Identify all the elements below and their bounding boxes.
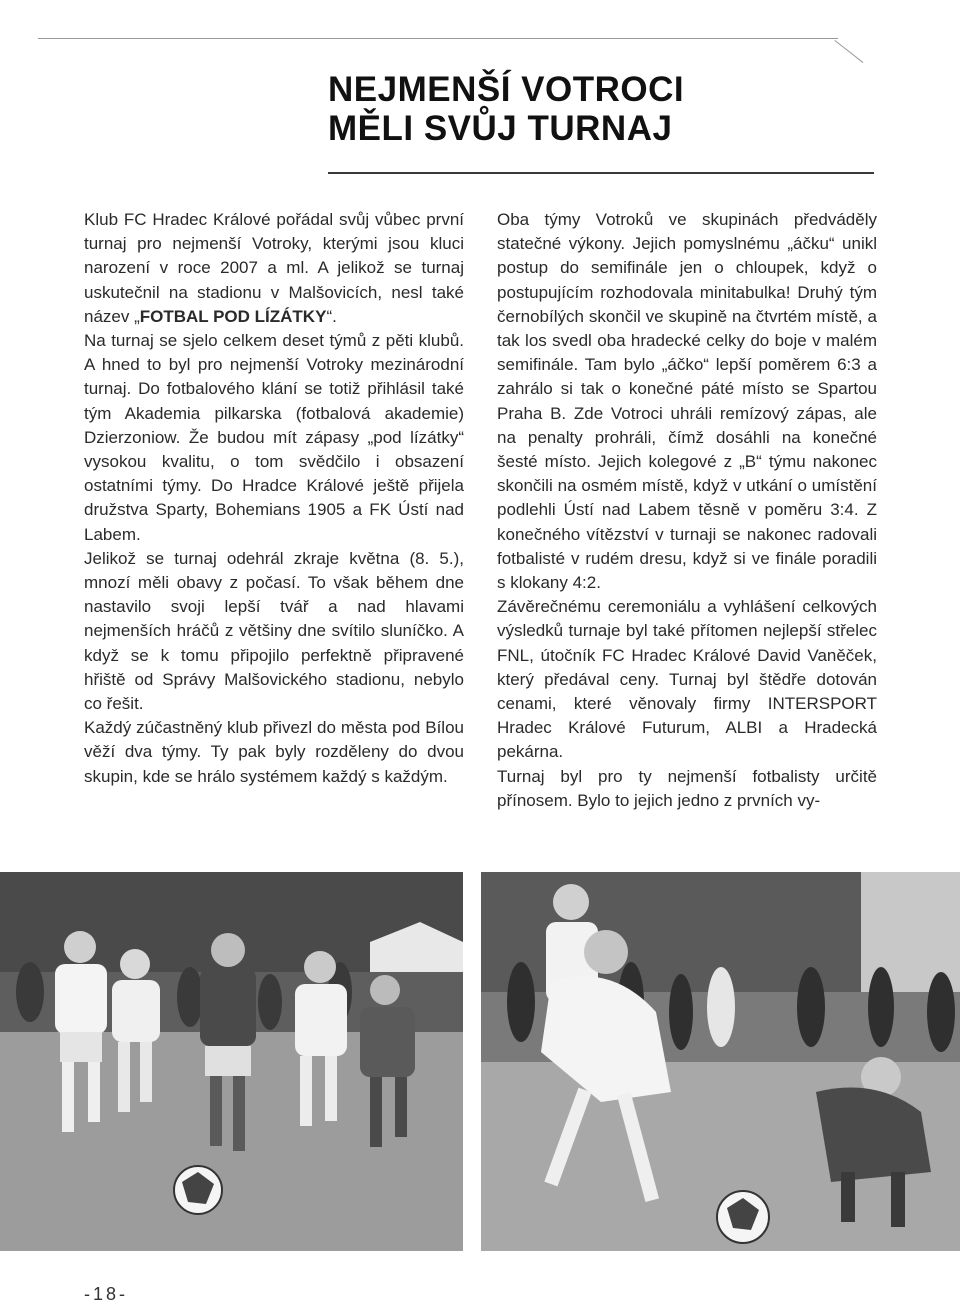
article-column-right (497, 208, 877, 813)
paragraph: Každý zúčastněný klub přivezl do města pod Bílou věží dva týmy. Ty pak byly rozděleny do dvou skupin, kde se hrálo systémem každý s každým. (84, 718, 464, 786)
paragraph: Na turnaj se sjelo celkem deset týmů z pěti klubů. A hned to byl pro nejmenší Votroky mezinárodní turnaj. Do fotbalového klání se totiž přihlásil také tým Akademia pilkarska (fotbalová akademie) Dzierzoniow. Že budou mít zápasy „pod lízátky“ vysokou kvalitu, o tom svědčilo i obsazení ostatními týmy. Do Hradce Králové ještě přijela družstva Sparty, Bohemians 1905 a FK Ústí nad Labem. (84, 331, 464, 544)
paragraph: Závěrečnému ceremoniálu a vyhlášení celkových výsledků turnaje byl také přítomen nejlepší střelec FNL, útočník FC Hradec Králové David Vaněček, který předával ceny. Turnaj byl štědře dotován cenami, které věnovaly firmy INTERSPORT Hradec Králové Futurum, ALBI a Hradecká pekárna. (497, 597, 877, 762)
title-line-2: MĚLI SVŮJ TURNAJ (328, 109, 673, 148)
paragraph: Turnaj byl pro ty nejmenší fotbalisty určitě přínosem. Bylo to jejich jedno z prvních vy- (497, 766, 877, 810)
photo-youth-football-match-left (0, 872, 463, 1251)
article-column-left (84, 208, 464, 789)
title-rule (328, 172, 874, 174)
photo-youth-football-duel-right (481, 872, 960, 1251)
page-frame-line (38, 38, 868, 63)
page-number: -18- (84, 1284, 129, 1304)
title-line-1: NEJMENŠÍ VOTROCI (328, 70, 685, 109)
paragraph: Oba týmy Votroků ve skupinách předváděly statečné výkony. Jejich pomyslnému „áčku“ unikl postup do semifinále jen o chloupek, když o postupujícím rozhodovala minitabulka! Druhý tým černobílých skončil ve skupině na čtvrtém místě, a tak los svedl oba hradecké celky do boje v malém semifinále. Tam bylo „áčko“ lepší poměrem 6:3 a zahrálo si tak o konečné páté místo se Spartou Praha B. Zde Votroci uhráli remízový zápas, ale na penalty prohráli, čímž dosáhli na konečné šesté místo. Jejich kolegové z „B“ týmu nakonec skončili na osmém místě, když v utkání o umístění podlehli Ústí nad Labem těsně v poměru 3:4. Z konečného vítězství v turnaji se nakonec radovali fotbalisté v rudém dresu, když si ve finále poradili s klokany 4:2. (497, 210, 877, 593)
article-title (328, 70, 888, 148)
paragraph: Klub FC Hradec Králové pořádal svůj vůbec první turnaj pro nejmenší Votroky, kterými jsou kluci narození v roce 2007 a ml. A jelikož se turnaj uskutečnil na stadionu v Malšovicích, nesl také název „FOTBAL POD LÍZÁTKY“. (84, 210, 464, 326)
paragraph: Jelikož se turnaj odehrál zkraje května (8. 5.), mnozí měli obavy z počasí. To však během dne nastavilo svoji lepší tvář a nad hlavami nejmenších hráčů z většiny dne svítilo sluníčko. A když se k tomu připojilo perfektně připravené hřiště od Správy Malšovického stadionu, nebylo co řešit. (84, 548, 464, 714)
